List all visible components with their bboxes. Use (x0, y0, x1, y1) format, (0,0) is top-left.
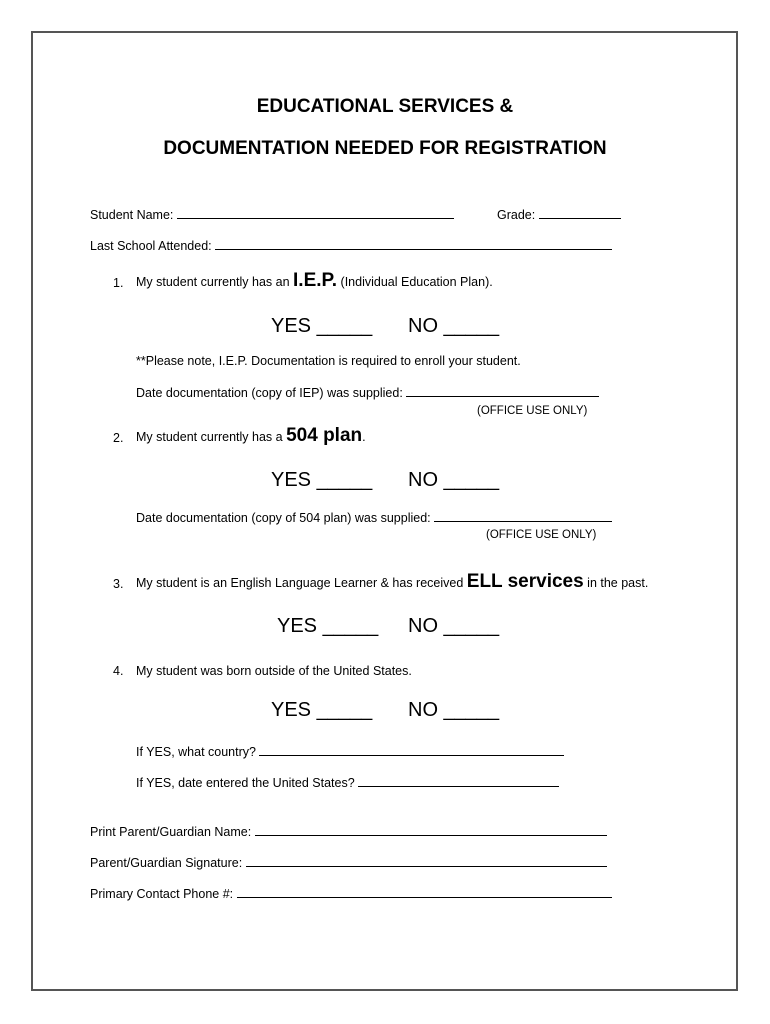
q1-yes-option[interactable]: YES _____ (271, 315, 373, 337)
grade-label: Grade: (497, 208, 536, 222)
q4-country-row (136, 743, 564, 759)
q2-number: 2. (113, 431, 124, 445)
q3-emphasis: ELL services (466, 571, 584, 592)
q1-number: 1. (113, 276, 124, 290)
student-name-label: Student Name: (90, 208, 174, 222)
last-school-label: Last School Attended: (90, 239, 212, 253)
parent-signature-field[interactable] (246, 854, 607, 867)
q1-text (136, 270, 493, 292)
parent-name-row (90, 823, 607, 839)
q1-date-field[interactable] (406, 384, 599, 397)
parent-name-label: Print Parent/Guardian Name: (90, 825, 252, 839)
q3-text-after: in the past. (587, 576, 649, 590)
q4-country-label: If YES, what country? (136, 745, 256, 759)
parent-signature-label: Parent/Guardian Signature: (90, 856, 243, 870)
q2-date-field[interactable] (434, 509, 612, 522)
grade-field[interactable] (539, 206, 621, 219)
q3-text (136, 571, 648, 593)
phone-label: Primary Contact Phone #: (90, 887, 234, 901)
q3-text-before: My student is an English Language Learner & has received (136, 576, 464, 590)
q2-text (136, 425, 366, 447)
last-school-row (90, 237, 612, 253)
parent-signature-row (90, 854, 607, 870)
q4-date-entered-label: If YES, date entered the United States? (136, 776, 355, 790)
q3-number: 3. (113, 577, 124, 591)
q3-yes-option[interactable]: YES _____ (277, 615, 379, 637)
q2-no-option[interactable]: NO _____ (408, 469, 500, 491)
parent-name-field[interactable] (255, 823, 607, 836)
q2-office-use: (OFFICE USE ONLY) (486, 529, 597, 541)
q1-text-after: (Individual Education Plan). (340, 275, 493, 289)
q4-date-entered-field[interactable] (358, 774, 559, 787)
q2-emphasis: 504 plan (286, 425, 363, 446)
q1-text-before: My student currently has an (136, 275, 290, 289)
q1-emphasis: I.E.P. (293, 270, 338, 291)
q1-note: **Please note, I.E.P. Documentation is required to enroll your student. (136, 354, 521, 368)
last-school-field[interactable] (215, 237, 612, 250)
phone-field[interactable] (237, 885, 612, 898)
q4-country-field[interactable] (259, 743, 564, 756)
q1-office-use: (OFFICE USE ONLY) (477, 405, 588, 417)
student-name-field[interactable] (177, 206, 454, 219)
q4-date-entered-row (136, 774, 559, 790)
grade-row (497, 206, 621, 222)
q1-date-row (136, 384, 599, 400)
q1-date-label: Date documentation (copy of IEP) was supplied: (136, 386, 403, 400)
q4-text: My student was born outside of the United States. (136, 664, 412, 678)
q4-no-option[interactable]: NO _____ (408, 699, 500, 721)
q2-date-label: Date documentation (copy of 504 plan) was supplied: (136, 511, 431, 525)
title-line-2: DOCUMENTATION NEEDED FOR REGISTRATION (163, 138, 607, 159)
student-name-row (90, 206, 454, 222)
q2-yes-option[interactable]: YES _____ (271, 469, 373, 491)
phone-row (90, 885, 612, 901)
q2-text-before: My student currently has a (136, 430, 283, 444)
q4-number: 4. (113, 664, 124, 678)
q1-no-option[interactable]: NO _____ (408, 315, 500, 337)
title-line-1: EDUCATIONAL SERVICES & (256, 96, 514, 117)
q2-date-row (136, 509, 612, 525)
q3-no-option[interactable]: NO _____ (408, 615, 500, 637)
q2-text-after: . (362, 430, 366, 444)
q4-yes-option[interactable]: YES _____ (271, 699, 373, 721)
